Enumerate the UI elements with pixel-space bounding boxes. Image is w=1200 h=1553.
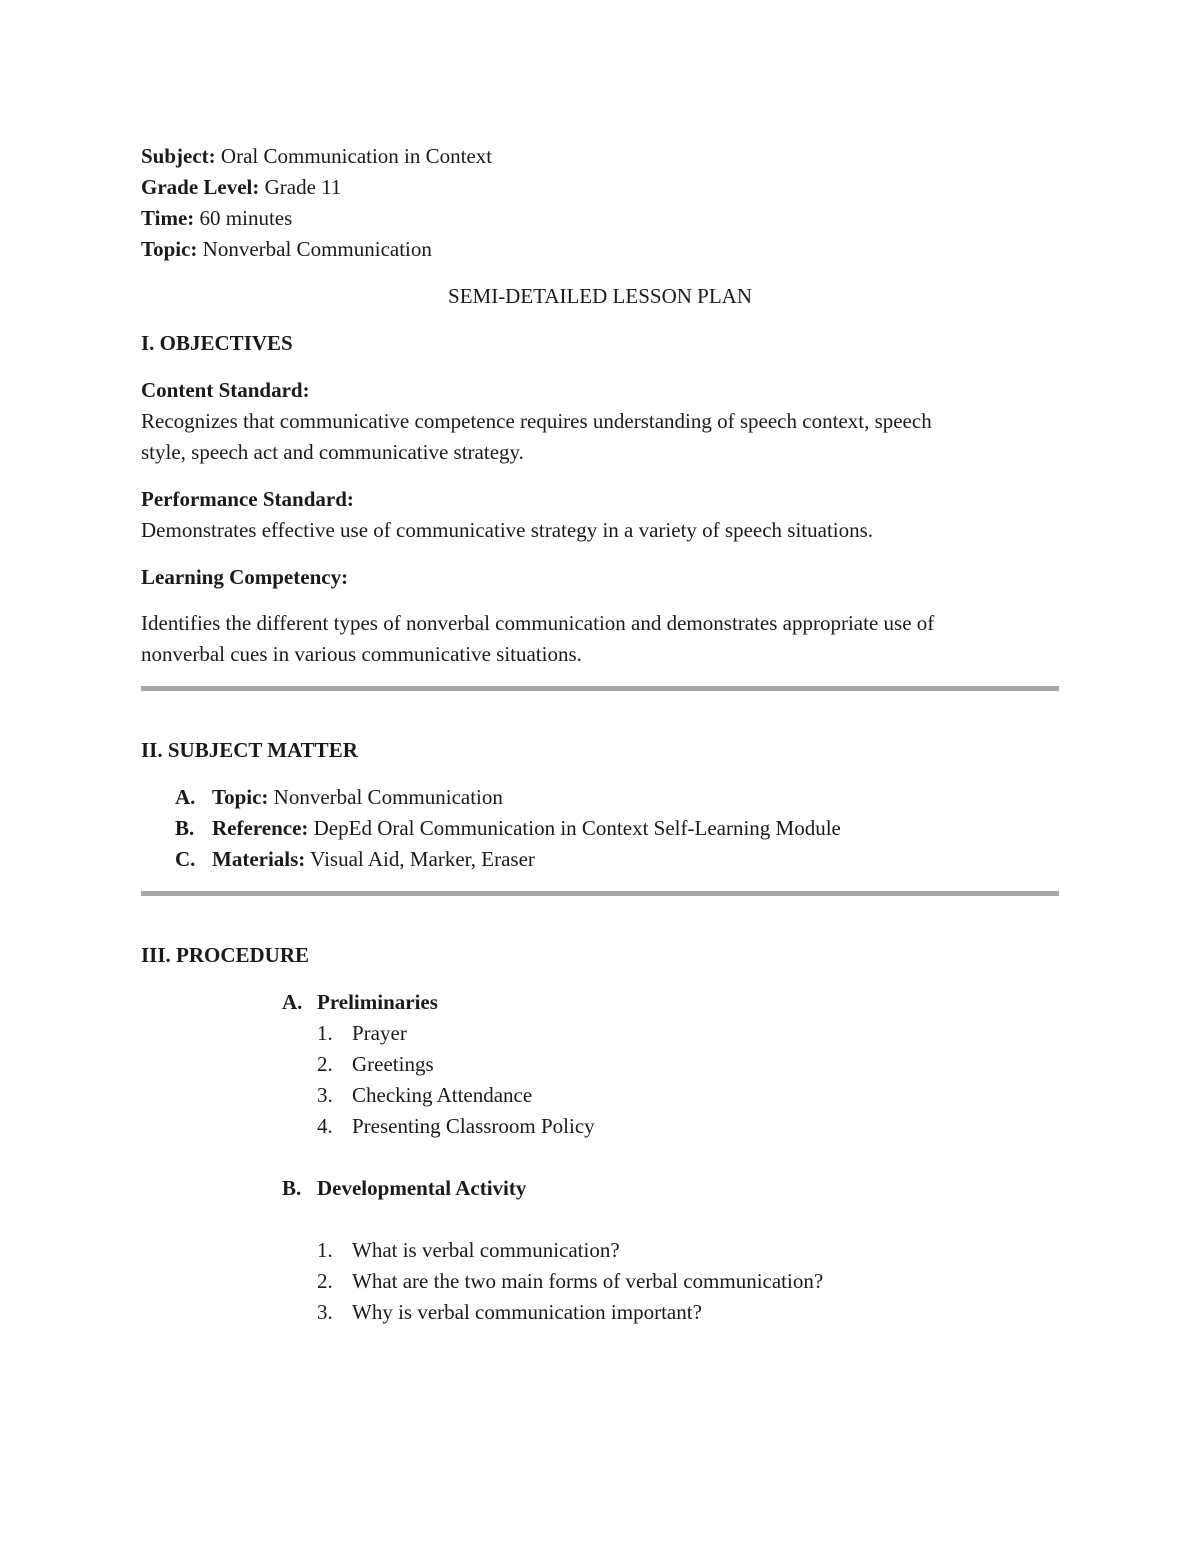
list-text: Why is verbal communication important? (352, 1300, 702, 1324)
list-number: 2. (317, 1052, 333, 1076)
grade-line (141, 172, 1059, 203)
item-label: Reference: (212, 816, 309, 840)
grade-value: Grade 11 (264, 175, 342, 199)
list-number: 3. (317, 1300, 333, 1324)
list-item (317, 1111, 1059, 1142)
list-text: What is verbal communication? (352, 1238, 620, 1262)
learning-competency-label: Learning Competency: (141, 565, 349, 589)
list-item (175, 782, 1059, 813)
preliminaries-heading (282, 987, 1059, 1018)
list-item (317, 1018, 1059, 1049)
item-value: Visual Aid, Marker, Eraser (310, 847, 535, 871)
subject-label: Subject: (141, 144, 216, 168)
time-value: 60 minutes (199, 206, 293, 230)
procedure-heading: III. PROCEDURE (141, 943, 310, 967)
developmental-title: Developmental Activity (317, 1176, 527, 1200)
content-standard-label: Content Standard: (141, 378, 310, 402)
subject-matter-list (141, 782, 1059, 875)
developmental-heading (282, 1173, 1059, 1204)
developmental-block (141, 1173, 1059, 1328)
topic-label: Topic: (141, 237, 198, 261)
list-text: Presenting Classroom Policy (352, 1114, 595, 1138)
content-standard-text-1: Recognizes that communicative competence requires understanding of speech context, speech (141, 409, 932, 433)
item-value: DepEd Oral Communication in Context Self-Learning Module (313, 816, 841, 840)
preliminaries-block (141, 987, 1059, 1142)
list-item (317, 1049, 1059, 1080)
list-item (317, 1297, 1059, 1328)
document-title: SEMI-DETAILED LESSON PLAN (448, 284, 752, 308)
performance-standard-text: Demonstrates effective use of communicative strategy in a variety of speech situations. (141, 518, 874, 542)
preliminaries-title: Preliminaries (317, 990, 438, 1014)
list-number: 1. (317, 1238, 333, 1262)
list-letter: B. (282, 1176, 302, 1200)
item-label: Topic: (212, 785, 269, 809)
subject-line (141, 141, 1059, 172)
section-divider (141, 891, 1059, 896)
list-item (317, 1235, 1059, 1266)
developmental-list (282, 1235, 1059, 1328)
item-label: Materials: (212, 847, 306, 871)
subject-matter-heading: II. SUBJECT MATTER (141, 738, 358, 762)
content-standard-text-2: style, speech act and communicative strategy. (141, 440, 524, 464)
list-letter: C. (175, 847, 196, 871)
topic-line (141, 234, 1059, 265)
list-letter: A. (175, 785, 196, 809)
preliminaries-list (282, 1018, 1059, 1142)
subject-value: Oral Communication in Context (220, 144, 493, 168)
list-letter: B. (175, 816, 195, 840)
list-text: Greetings (352, 1052, 434, 1076)
list-letter: A. (282, 990, 303, 1014)
time-label: Time: (141, 206, 195, 230)
list-number: 3. (317, 1083, 333, 1107)
list-text: What are the two main forms of verbal communication? (352, 1269, 824, 1293)
learning-competency-text-2: nonverbal cues in various communicative situations. (141, 642, 582, 666)
list-text: Prayer (352, 1021, 407, 1045)
section-divider (141, 686, 1059, 691)
item-value: Nonverbal Communication (273, 785, 503, 809)
grade-label: Grade Level: (141, 175, 260, 199)
list-item (317, 1080, 1059, 1111)
list-item (175, 813, 1059, 844)
document-page (141, 141, 1059, 1328)
learning-competency-text-1: Identifies the different types of nonverbal communication and demonstrates appropriate use of (141, 611, 935, 635)
time-line (141, 203, 1059, 234)
list-number: 4. (317, 1114, 333, 1138)
topic-value: Nonverbal Communication (202, 237, 432, 261)
list-text: Checking Attendance (352, 1083, 533, 1107)
list-item (317, 1266, 1059, 1297)
list-item (175, 844, 1059, 875)
objectives-heading: I. OBJECTIVES (141, 331, 293, 355)
list-number: 1. (317, 1021, 333, 1045)
performance-standard-label: Performance Standard: (141, 487, 354, 511)
list-number: 2. (317, 1269, 333, 1293)
